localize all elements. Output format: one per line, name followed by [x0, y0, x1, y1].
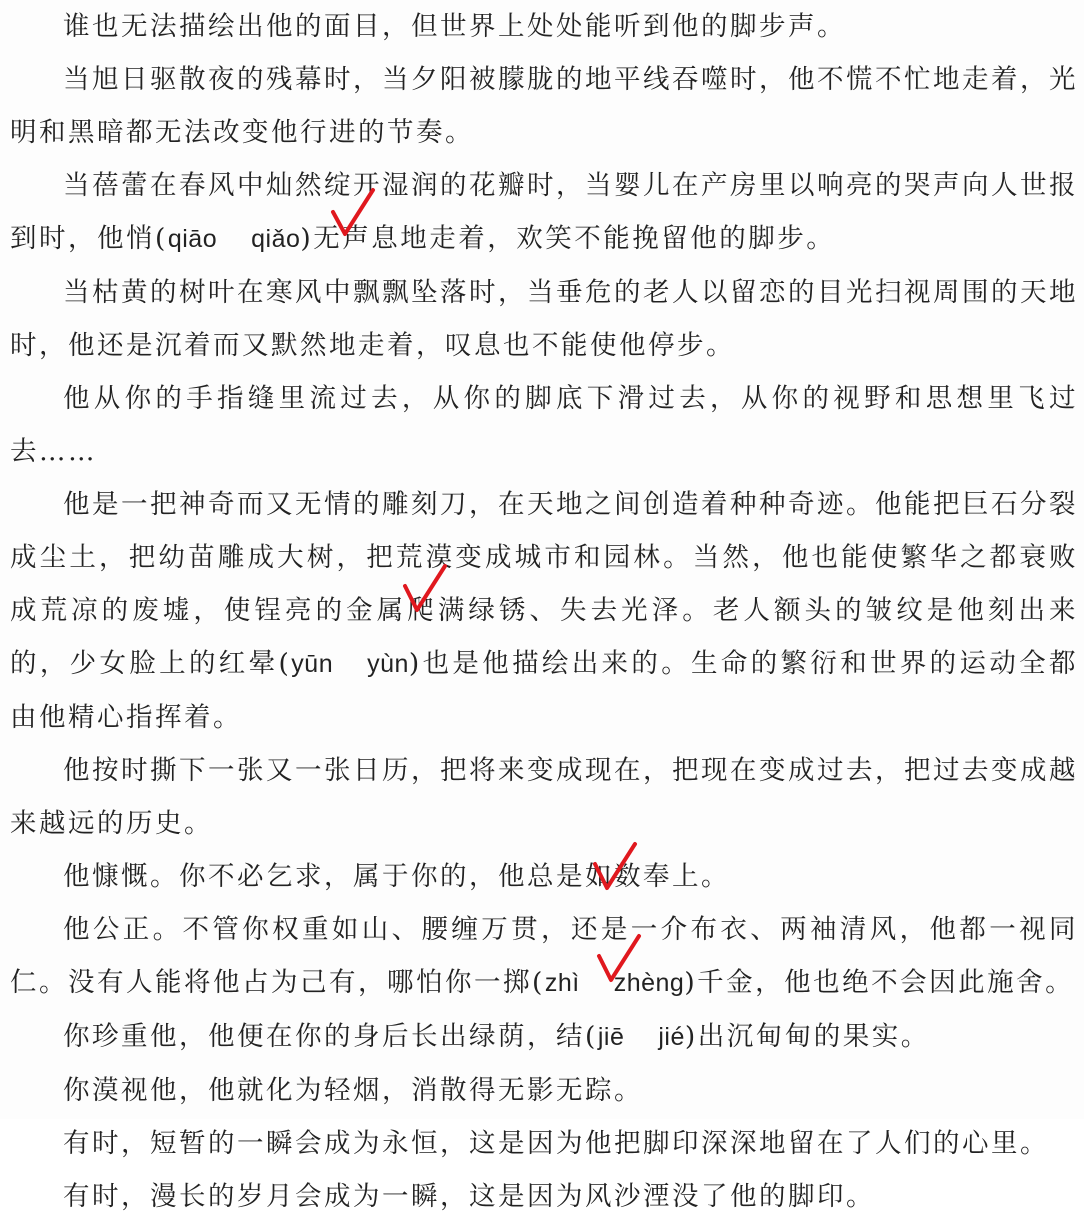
- paragraph-3: [0, 159, 1084, 266]
- pinyin-option-2: qiǎo: [251, 225, 301, 253]
- paragraph-text: )出沉甸甸的果实。: [684, 1021, 930, 1052]
- paragraph-text: 有时，短暂的一瞬会成为永恒，这是因为他把脚印深深地留在了人们的心里。: [63, 1128, 1049, 1159]
- paragraph-1: [0, 0, 1084, 53]
- paragraph-10: [0, 1010, 1084, 1064]
- paragraph-7: [0, 744, 1084, 850]
- pinyin-option-1: jiē: [597, 1023, 625, 1051]
- paragraph-text: )无声息地走着，欢笑不能挽留他的脚步。: [300, 223, 836, 254]
- paragraph-text: 他慷慨。你不必乞求，属于你的，他总是如数奉上。: [63, 861, 730, 892]
- paragraph-8: [0, 850, 1084, 903]
- paragraph-12: [0, 1117, 1084, 1170]
- paragraph-text: 当蓓蕾在春风中灿然绽开湿润的花瓣时，当婴儿在产房里以响亮的哭声向人世报到时，他悄(: [10, 170, 1078, 254]
- pinyin-option-1: zhì: [544, 969, 580, 997]
- pinyin-option-2: jié: [658, 1023, 685, 1051]
- pinyin-option-1: qiāo: [167, 225, 218, 253]
- paragraph-text: 你漠视他，他就化为轻烟，消散得无影无踪。: [63, 1075, 643, 1106]
- paragraph-text: 他公正。不管你权重如山、腰缠万贯，还是一介布衣、两袖清风，他都一视同仁。没有人能将他占为己有，哪怕你一掷(: [10, 914, 1078, 998]
- paragraph-text: )也是他描绘出来的。生命的繁衍和世界的运动全都由他精心指挥着。: [10, 648, 1078, 733]
- paragraph-text: 当枯黄的树叶在寒风中飘飘坠落时，当垂危的老人以留恋的目光扫视周围的天地时，他还是沉着而又默然地走着，叹息也不能使他停步。: [10, 277, 1078, 361]
- paragraph-4: [0, 266, 1084, 372]
- paragraph-text: 当旭日驱散夜的残幕时，当夕阳被朦胧的地平线吞噬时，他不慌不忙地走着，光明和黑暗都无法改变他行进的节奏。: [10, 64, 1078, 148]
- paragraph-6: [0, 478, 1084, 744]
- paragraph-11: [0, 1064, 1084, 1117]
- paragraph-text: 他从你的手指缝里流过去，从你的脚底下滑过去，从你的视野和思想里飞过去……: [10, 383, 1078, 467]
- paragraph-text: 他是一把神奇而又无情的雕刻刀，在天地之间创造着种种奇迹。他能把巨石分裂成尘土，把幼苗雕成大树，把荒漠变成城市和园林。当然，他也能使繁华之都衰败成荒凉的废墟，使锃亮的金属爬满绿锈、失去光泽。老人额头的皱纹是他刻出来的，少女脸上的红晕(: [10, 489, 1078, 679]
- paragraph-text: 谁也无法描绘出他的面目，但世界上处处能听到他的脚步声。: [63, 11, 846, 42]
- paragraph-text: )千金，他也绝不会因此施舍。: [684, 967, 1075, 998]
- paragraph-text: 他按时撕下一张又一张日历，把将来变成现在，把现在变成过去，把过去变成越来越远的历史。: [10, 755, 1078, 839]
- paragraph-13: [0, 1170, 1084, 1223]
- pinyin-option-2: yùn: [367, 650, 409, 678]
- paragraph-5: [0, 372, 1084, 478]
- paragraph-9: [0, 903, 1084, 1010]
- paragraph-text: 你珍重他，他便在你的身后长出绿荫，结(: [63, 1021, 598, 1052]
- paragraph-text: 有时，漫长的岁月会成为一瞬，这是因为风沙湮没了他的脚印。: [63, 1181, 875, 1212]
- pinyin-option-1: yūn: [291, 650, 334, 678]
- pinyin-option-2: zhèng: [613, 969, 685, 997]
- paragraph-2: [0, 53, 1084, 159]
